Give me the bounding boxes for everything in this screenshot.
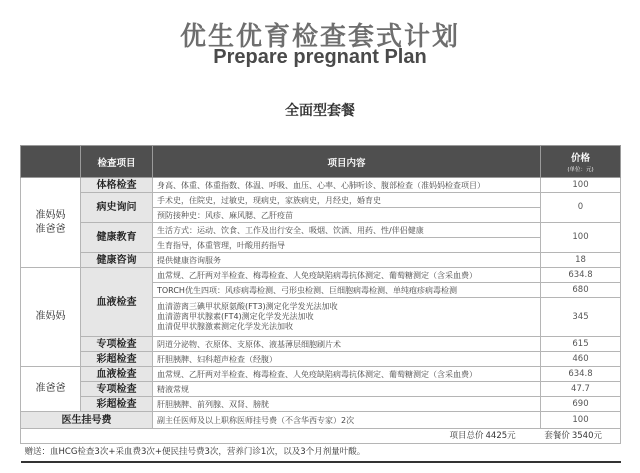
table-row <box>21 193 621 208</box>
header-price-unit: (单位：元) <box>567 167 594 173</box>
header-group <box>21 146 81 178</box>
price-cell: 690 <box>541 397 621 412</box>
page-subtitle: Prepare pregnant Plan <box>213 46 427 68</box>
total-row <box>21 429 621 444</box>
exam-table <box>20 145 621 463</box>
price-cell: 680 <box>541 283 621 298</box>
price-cell: 345 <box>541 298 621 337</box>
price-cell: 100 <box>541 412 621 429</box>
content-cell: 精液常规 <box>153 382 541 397</box>
content-cell: 生活方式：运动、饮食、工作及出行安全、吸烟、饮酒、用药、性/伴侣健康 <box>153 223 541 238</box>
category-cell: 血液检查 <box>81 268 153 337</box>
content-cell: 肝胆胰脾、前列腺、双肾、膀胱 <box>153 397 541 412</box>
category-cell: 健康咨询 <box>81 253 153 268</box>
content-cell: TORCH优生四项：风疹病毒检测、弓形虫检测、巨细胞病毒检测、单纯疱疹病毒检测 <box>153 283 541 298</box>
total-label: 项目总价 <box>449 430 484 441</box>
content-cell: 提供健康咨询服务 <box>153 253 541 268</box>
category-cell: 专项检查 <box>81 337 153 352</box>
group-label: 准妈妈 准爸爸 <box>35 209 66 235</box>
category-cell: 健康教育 <box>81 223 153 253</box>
category-cell: 血液检查 <box>81 367 153 382</box>
price-cell: 100 <box>541 223 621 253</box>
total-cell <box>21 429 621 444</box>
content-cell: 肝胆胰脾、妇科超声检查（经腹） <box>153 352 541 367</box>
package-name: 全面型套餐 <box>285 103 355 119</box>
content-cell: 阴道分泌物、衣原体、支原体、液基薄层细胞刷片术 <box>153 337 541 352</box>
content-cell: 生育指导，体重管理，叶酸用药指导 <box>153 238 541 253</box>
table-row <box>21 397 621 412</box>
table-row <box>21 382 621 397</box>
table-row <box>21 367 621 382</box>
price-cell: 634.8 <box>541 268 621 283</box>
price-cell: 100 <box>541 178 621 193</box>
header-price-label: 价格 <box>570 153 590 164</box>
package-price-label: 套餐价 <box>544 430 570 441</box>
table-row <box>21 337 621 352</box>
table-row <box>21 412 621 429</box>
table-row <box>21 253 621 268</box>
group-cell <box>21 178 81 268</box>
header-price <box>541 146 621 178</box>
group-cell: 准妈妈 <box>21 268 81 367</box>
category-cell: 病史询问 <box>81 193 153 223</box>
group-cell: 准爸爸 <box>21 367 81 412</box>
price-cell: 18 <box>541 253 621 268</box>
price-cell: 47.7 <box>541 382 621 397</box>
table-row <box>21 352 621 367</box>
table-row <box>21 223 621 238</box>
price-cell: 460 <box>541 352 621 367</box>
header-category: 检查项目 <box>81 146 153 178</box>
content-cell: 手术史，住院史，过敏史，现病史，家族病史，月经史，婚育史 <box>153 193 541 208</box>
table-row <box>21 268 621 283</box>
content-cell: 血常规、乙肝两对半检查、梅毒检查、人免疫缺陷病毒抗体测定、葡萄糖测定（含采血费） <box>153 367 541 382</box>
table-header-row <box>21 146 621 178</box>
price-cell: 0 <box>541 193 621 223</box>
category-cell: 彩超检查 <box>81 352 153 367</box>
package-price-value: 3540元 <box>571 430 602 441</box>
category-cell: 体格检查 <box>81 178 153 193</box>
header-content: 项目内容 <box>153 146 541 178</box>
gift-note: 赠送：血HCG检查3次+采血费3次+便民挂号费3次，营养门诊1次，以及3个月剂量叶酸。 <box>21 444 621 463</box>
price-cell: 634.8 <box>541 367 621 382</box>
price-cell: 615 <box>541 337 621 352</box>
category-cell: 专项检查 <box>81 382 153 397</box>
content-cell: 预防接种史：风疹、麻风腮、乙肝疫苗 <box>153 208 541 223</box>
content-cell: 血清游离三碘甲状原氨酸(FT3)测定化学发光法加收 血清游离甲状腺素(FT4)测定化学发光法加收 血清促甲状腺激素测定化学发光法加收 <box>153 298 541 337</box>
content-cell: 血常规、乙肝两对半检查、梅毒检查、人免疫缺陷病毒抗体测定、葡萄糖测定（含采血费） <box>153 268 541 283</box>
note-row <box>21 444 621 463</box>
total-value: 4425元 <box>485 430 516 441</box>
page-title: 优生优育检查套式计划 <box>179 22 460 52</box>
category-cell: 彩超检查 <box>81 397 153 412</box>
content-cell: 副主任医师及以上职称医师挂号费（不含华西专家）2次 <box>153 412 541 429</box>
table-row <box>21 178 621 193</box>
category-cell: 医生挂号费 <box>21 412 153 429</box>
content-cell: 身高、体重、体重指数、体温、呼吸、血压、心率、心肺听诊、腹部检查（准妈妈检查项目） <box>153 178 541 193</box>
